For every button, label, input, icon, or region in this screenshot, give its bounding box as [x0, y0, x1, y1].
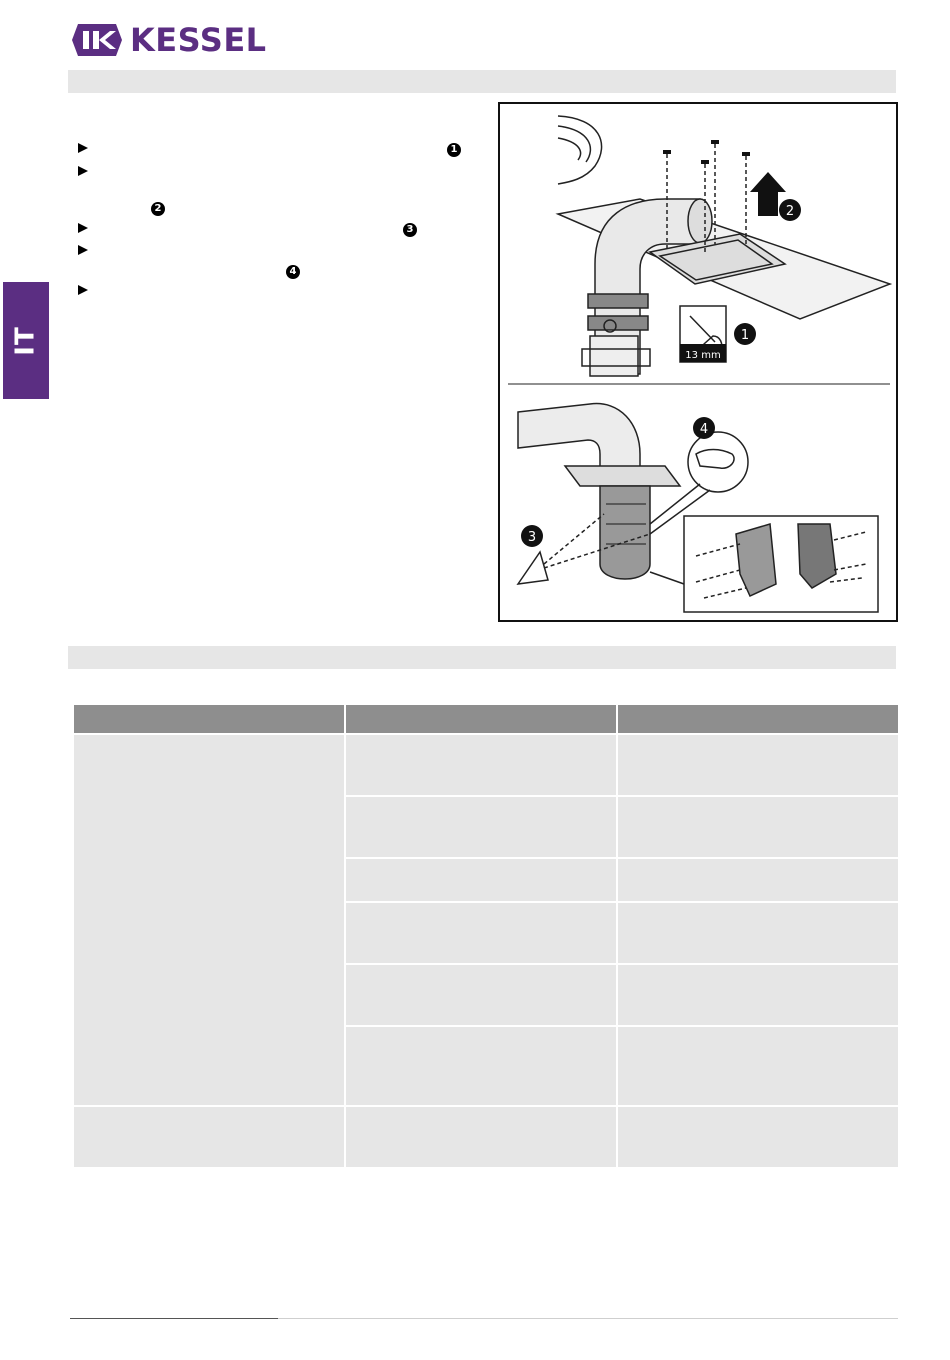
callout-3: 3 [527, 530, 537, 545]
table-cell [346, 903, 616, 963]
wrench-size-label: 13 mm [685, 350, 721, 361]
footer-divider-accent [70, 1318, 278, 1319]
bullet-arrow-icon [78, 245, 88, 255]
bullet-arrow-icon [78, 285, 88, 295]
table-cell [346, 735, 616, 795]
step-item-2 [78, 166, 88, 176]
maintenance-illustration [498, 102, 898, 622]
kessel-logo-icon [70, 22, 124, 58]
language-tab-label: IT [10, 325, 41, 356]
step-item-3 [78, 223, 88, 233]
table-cell [346, 859, 616, 901]
kessel-logo [70, 20, 267, 60]
table-cell [346, 1107, 616, 1167]
table-cell [74, 735, 344, 1105]
table-cell [618, 735, 898, 795]
step-badge-2: 2 [151, 202, 165, 216]
bullet-arrow-icon [78, 166, 88, 176]
step-item-5 [78, 285, 88, 295]
bullet-arrow-icon [78, 143, 88, 153]
table-header-cell-3 [618, 705, 898, 733]
callout-4: 4 [699, 422, 709, 437]
table-cell [346, 1027, 616, 1105]
brand-name: KESSEL [130, 21, 267, 59]
table-header-cell-1 [74, 705, 344, 733]
step-item-1 [78, 143, 88, 153]
section-header-band [68, 70, 896, 93]
table-cell [346, 797, 616, 857]
section-header-band-2 [68, 646, 896, 669]
table-cell [346, 965, 616, 1025]
table-cell [618, 903, 898, 963]
table-cell [618, 1107, 898, 1167]
step-badge-3: 3 [403, 223, 417, 237]
step-badge-1: 1 [447, 143, 461, 157]
table-cell [618, 797, 898, 857]
language-tab [3, 282, 49, 399]
step-item-4 [78, 245, 88, 255]
table-cell [74, 1107, 344, 1167]
callout-2: 2 [785, 204, 795, 219]
bullet-arrow-icon [78, 223, 88, 233]
table-cell [618, 1027, 898, 1105]
callout-1: 1 [740, 328, 750, 343]
table-cell [618, 859, 898, 901]
table-header-cell-2 [346, 705, 616, 733]
step-badge-4: 4 [286, 265, 300, 279]
illustration-drawing [500, 104, 896, 620]
table-cell [618, 965, 898, 1025]
